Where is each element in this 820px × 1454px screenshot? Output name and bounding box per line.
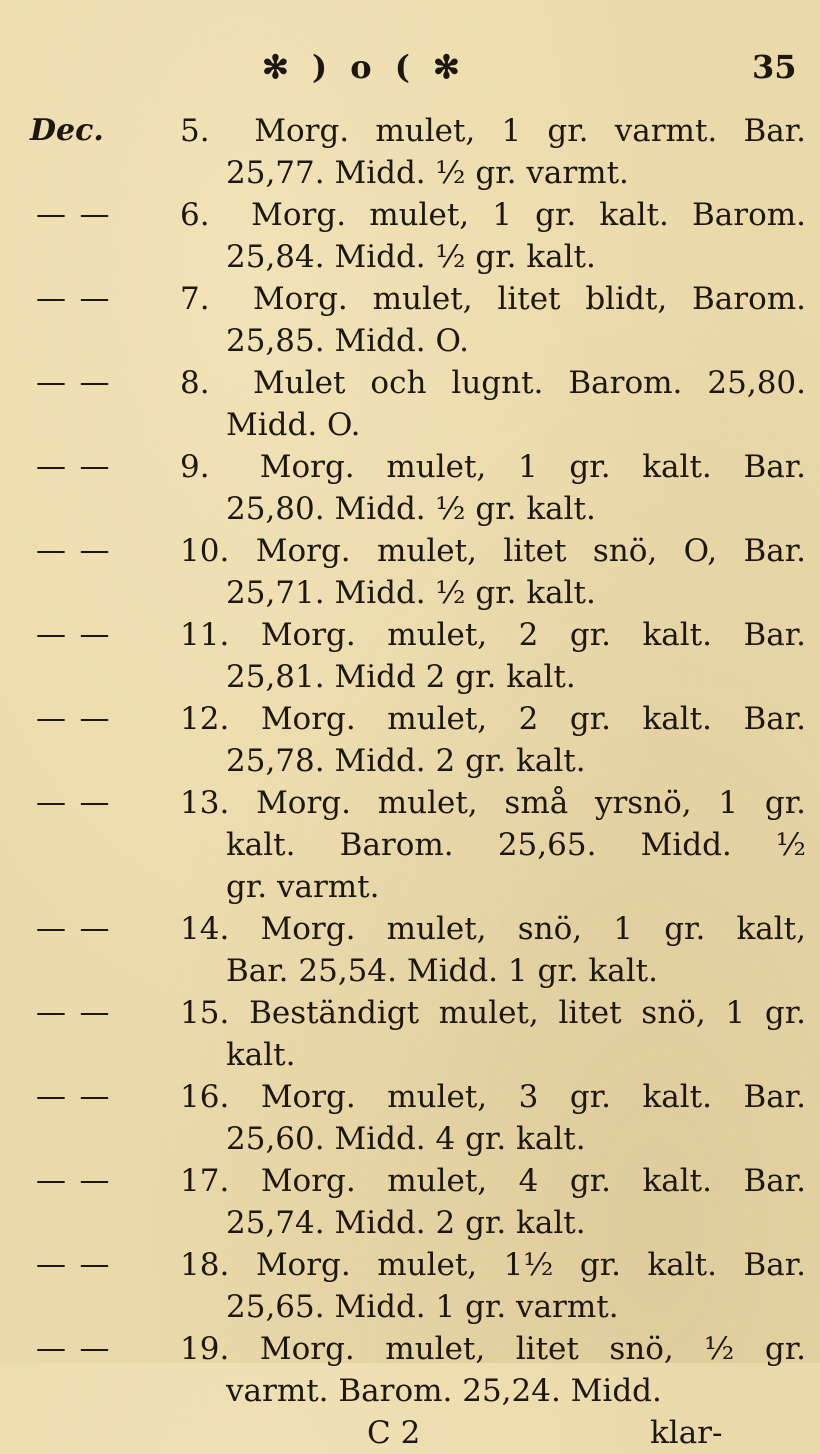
log-entry [0,782,820,908]
log-entry [0,446,820,530]
entry-text: Morg. mulet, 1 gr. kalt. Barom. [251,197,806,233]
entry-continuation-line [0,152,820,194]
entry-text: Morg. mulet, litet snö, O, Bar. [255,533,807,569]
log-entry [0,1328,820,1412]
entry-first-line [0,362,820,404]
log-entry [0,908,820,992]
day-number: 9. [180,449,210,485]
day-number: 17. [180,1163,230,1199]
entry-first-line [0,782,820,824]
entry-text: Morg. mulet, små yrsnö, 1 gr. [256,785,806,821]
ditto-dashes: — — [36,281,112,316]
day-number: 13. [180,785,230,821]
entry-text: gr. varmt. [226,869,380,905]
entry-text: 25,77. Midd. ½ gr. varmt. [226,155,629,191]
entry-text: Morg. mulet, snö, 1 gr. kalt, [260,911,806,947]
entry-continuation-line [0,1118,820,1160]
entry-text: 25,71. Midd. ½ gr. kalt. [226,575,596,611]
day-number: 19. [180,1331,230,1367]
entry-text: 25,85. Midd. O. [226,323,469,359]
entry-first-line [0,1160,820,1202]
ditto-dashes: — — [36,197,112,232]
entry-first-line [0,446,820,488]
running-header [0,48,820,98]
ditto-dashes: — — [36,1163,112,1198]
entry-continuation-line [0,404,820,446]
day-number: 14. [180,911,230,947]
entry-text: 25,74. Midd. 2 gr. kalt. [226,1205,586,1241]
entry-first-line [0,1244,820,1286]
ditto-dashes: — — [36,1247,112,1282]
log-entry [0,362,820,446]
entry-first-line [0,278,820,320]
entry-text: 25,81. Midd 2 gr. kalt. [226,659,576,695]
log-entry [0,1076,820,1160]
log-entry [0,614,820,698]
ditto-dashes: — — [36,911,112,946]
entry-text: 25,84. Midd. ½ gr. kalt. [226,239,596,275]
day-number: 15. [180,995,230,1031]
entry-text: 25,80. Midd. ½ gr. kalt. [226,491,596,527]
ditto-dashes: — — [36,365,112,400]
entry-text: Beständigt mulet, litet snö, 1 gr. [249,995,806,1031]
entry-first-line [0,194,820,236]
entry-text: Morg. mulet, litet blidt, Barom. [252,281,807,317]
entry-continuation-line [0,320,820,362]
entry-text: Morg. mulet, 3 gr. kalt. Bar. [260,1079,806,1115]
ditto-dashes: — — [36,995,112,1030]
ditto-dashes: — — [36,449,112,484]
entry-first-line [0,698,820,740]
entry-text: Morg. mulet, 2 gr. kalt. Bar. [260,701,806,737]
entry-first-line [0,1328,820,1370]
entry-continuation-line [0,740,820,782]
entry-continuation-line [0,488,820,530]
day-number: 6. [180,197,210,233]
entry-first-line [0,530,820,572]
ditto-dashes: — — [36,701,112,736]
entry-continuation-line [0,824,820,866]
day-number: 5. [180,113,210,149]
log-entry [0,110,820,194]
ditto-dashes: — — [36,785,112,820]
entry-text: Mulet och lugnt. Barom. 25,80. [253,365,806,401]
entry-first-line [0,1076,820,1118]
entry-text: Morg. mulet, 1 gr. kalt. Bar. [259,449,806,485]
entry-text: varmt. Barom. 25,24. Midd. [226,1373,662,1409]
entry-continuation-line [0,1202,820,1244]
day-number: 18. [180,1247,230,1283]
day-number: 11. [180,617,230,653]
ditto-dashes: — — [36,617,112,652]
ditto-dashes: — — [36,1079,112,1114]
day-number: 7. [180,281,210,317]
entry-text: 25,60. Midd. 4 gr. kalt. [226,1121,586,1157]
entry-text: 25,78. Midd. 2 gr. kalt. [226,743,586,779]
log-entry [0,992,820,1076]
entry-continuation-line [0,236,820,278]
entry-text: kalt. [226,1037,296,1073]
entry-first-line [0,614,820,656]
entry-text: Morg. mulet, 1 gr. varmt. Bar. [254,113,806,149]
page-footer [0,1412,820,1454]
entry-text: 25,65. Midd. 1 gr. varmt. [226,1289,619,1325]
log-entry [0,1160,820,1244]
log-entry [0,278,820,362]
entry-continuation-line [0,1370,820,1412]
entry-text: Morg. mulet, 4 gr. kalt. Bar. [260,1163,806,1199]
page-number: 35 [752,48,797,86]
entry-text: Morg. mulet, 1½ gr. kalt. Bar. [255,1247,807,1283]
day-number: 10. [180,533,230,569]
header-ornament: ✻ ) o ( ✻ [262,48,466,86]
entry-continuation-line [0,572,820,614]
entry-text: Morg. mulet, litet snö, ½ gr. [259,1331,806,1367]
signature-mark: C 2 [367,1415,421,1451]
log-entry [0,698,820,782]
ditto-dashes: — — [36,1331,112,1366]
log-entry [0,530,820,614]
catchword: klar- [650,1415,723,1451]
entry-text: kalt. Barom. 25,65. Midd. ½ [226,827,806,863]
entry-first-line [0,908,820,950]
log-entry [0,194,820,278]
entry-first-line [0,110,820,152]
day-number: 12. [180,701,230,737]
entry-first-line [0,992,820,1034]
weather-log [0,110,820,1454]
entry-continuation-line [0,1034,820,1076]
entry-text: Midd. O. [226,407,361,443]
entry-text: Morg. mulet, 2 gr. kalt. Bar. [260,617,806,653]
entry-text: Bar. 25,54. Midd. 1 gr. kalt. [226,953,658,989]
day-number: 16. [180,1079,230,1115]
entry-continuation-line [0,950,820,992]
entry-continuation-line [0,656,820,698]
entry-continuation-line [0,866,820,908]
entry-continuation-line [0,1286,820,1328]
day-number: 8. [180,365,210,401]
month-label: Dec. [30,113,104,148]
log-entry [0,1244,820,1328]
ditto-dashes: — — [36,533,112,568]
